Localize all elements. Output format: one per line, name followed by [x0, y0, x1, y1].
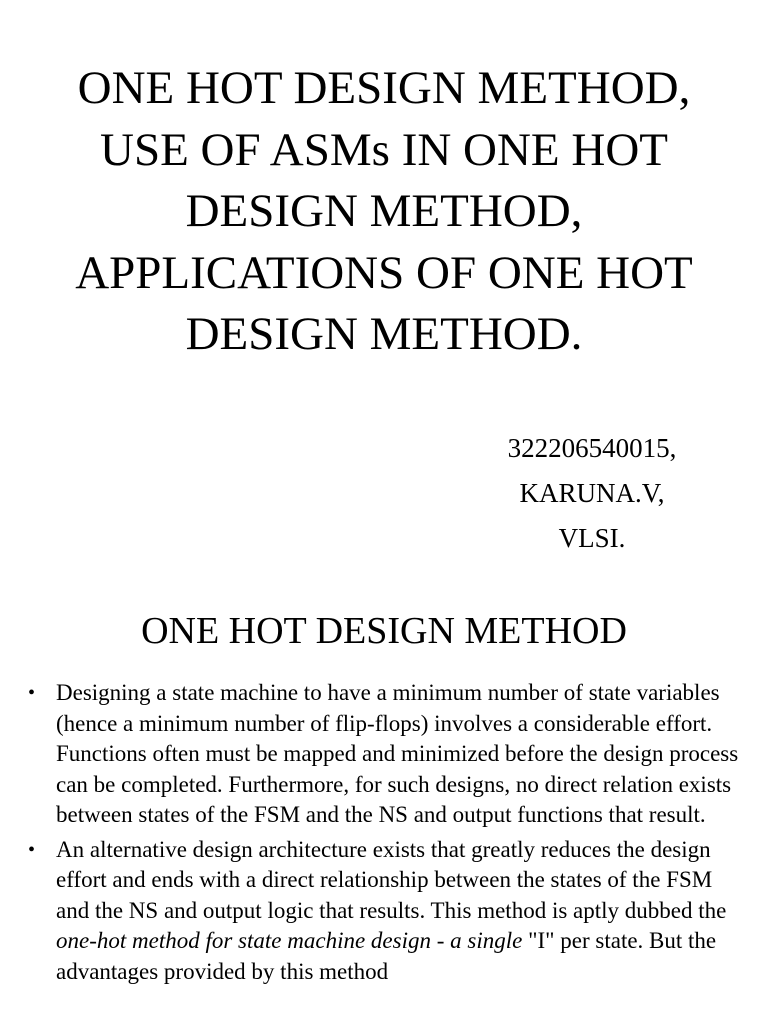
- author-department: VLSI.: [558, 523, 626, 553]
- bullet-item: [28, 835, 744, 988]
- section-heading: ONE HOT DESIGN METHOD: [141, 610, 627, 652]
- author-name: KARUNA.V,: [519, 478, 665, 508]
- author-block: [460, 426, 724, 561]
- author-id: 322206540015,: [507, 433, 677, 463]
- bullet-text: [56, 837, 726, 984]
- bullet-item: [28, 678, 744, 831]
- bullet-text-segment: "I" per state. But the advantages provided by this method: [56, 928, 717, 984]
- slide-title: ONE HOT DESIGN METHOD, USE OF ASMs IN ONE HOT DESIGN METHOD, APPLICATIONS OF ONE HOT DESIGN METHOD.: [75, 62, 693, 360]
- bullet-text: Designing a state machine to have a minimum number of state variables (hence a minimum number of flip-flops) involves a considerable effort. Functions often must be mapped and minimized before the design process can be completed. Furthermore, for such designs, no direct relation exists between states of the FSM and the NS and output functions that result.: [56, 680, 739, 827]
- bullet-text-segment: -: [430, 928, 451, 953]
- bullet-italic-term: a single: [450, 928, 523, 953]
- bullet-point-icon: •: [28, 838, 36, 861]
- bullet-point-icon: •: [28, 682, 36, 704]
- bullet-italic-term: one-hot method for state machine design: [56, 928, 431, 953]
- bullet-text-segment: An alternative design architecture exists that greatly reduces the design effort and ends with a direct relationship between the states of the FSM and the NS and output logic that results. This method is aptly dubbed the: [56, 836, 727, 923]
- bullet-list: [28, 678, 744, 987]
